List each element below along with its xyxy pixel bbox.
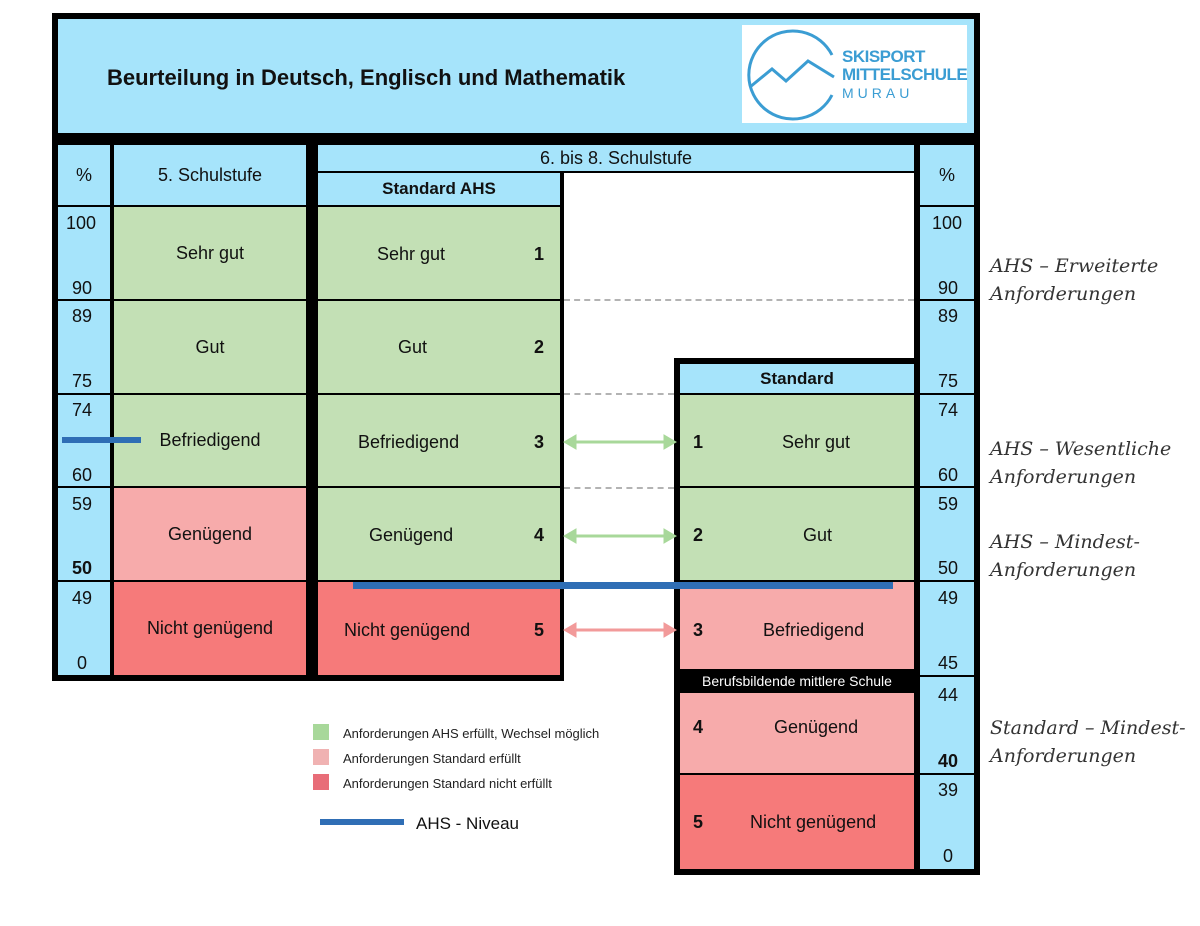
red-arrow-icon bbox=[564, 623, 676, 637]
ahs-label-4: Genügend bbox=[369, 525, 454, 545]
legend-ahs-line bbox=[320, 819, 404, 825]
divider bbox=[920, 393, 974, 395]
left-pct-90: 90 bbox=[72, 278, 93, 298]
ahs-num-3: 3 bbox=[534, 432, 545, 452]
grade5-row-5: Nicht genügend bbox=[114, 582, 306, 675]
divider bbox=[58, 393, 110, 395]
double-arrows bbox=[560, 420, 680, 640]
right-percent-header: % bbox=[938, 164, 955, 185]
divider bbox=[920, 205, 974, 207]
right-pct-59: 59 bbox=[938, 494, 959, 514]
legend-red-text: Anforderungen Standard nicht erfüllt bbox=[343, 776, 552, 791]
ahs-row-2 bbox=[318, 301, 560, 393]
left-pct-49: 49 bbox=[72, 588, 93, 608]
divider bbox=[920, 299, 974, 301]
standard-ahs-header: Standard AHS bbox=[318, 173, 560, 205]
std-label-2: Gut bbox=[803, 525, 833, 545]
legend-swatch-green bbox=[313, 724, 329, 740]
divider bbox=[920, 675, 974, 677]
std-num-2: 2 bbox=[693, 525, 704, 545]
ahs-label-2: Gut bbox=[398, 337, 428, 357]
std-label-3: Befriedigend bbox=[763, 620, 865, 640]
divider bbox=[58, 299, 110, 301]
note-standard-mindest: Standard – Mindest- Anforderungen bbox=[990, 717, 1186, 767]
left-percent-header: % bbox=[75, 164, 92, 185]
legend-pink-text: Anforderungen Standard erfüllt bbox=[343, 751, 521, 766]
right-pct-40: 40 bbox=[938, 751, 959, 771]
legend-ahs-text: AHS - Niveau bbox=[416, 814, 519, 833]
left-pct-60: 60 bbox=[72, 465, 93, 485]
std-label-1: Sehr gut bbox=[782, 432, 851, 452]
divider bbox=[58, 580, 110, 582]
guide-line-90 bbox=[564, 299, 914, 301]
left-pct-100: 100 bbox=[66, 213, 97, 233]
divider bbox=[920, 580, 974, 582]
legend-swatch-pink bbox=[313, 749, 329, 765]
right-pct-49: 49 bbox=[938, 588, 959, 608]
left-pct-50: 50 bbox=[72, 558, 93, 578]
ahs-label-5: Nicht genügend bbox=[344, 620, 471, 640]
left-pct-74: 74 bbox=[72, 400, 93, 420]
std-label-5: Nicht genügend bbox=[750, 812, 877, 832]
logo-line2: MITTELSCHULE bbox=[842, 65, 968, 84]
ahs-num-2: 2 bbox=[534, 337, 545, 357]
grade5-row-3: Befriedigend bbox=[114, 395, 306, 486]
right-pct-75: 75 bbox=[938, 371, 959, 391]
note-ahs-wesentlich: AHS – Wesentliche Anforderungen bbox=[990, 438, 1172, 488]
ahs-label-1: Sehr gut bbox=[377, 244, 446, 264]
logo-line1: SKISPORT bbox=[842, 47, 925, 66]
std-num-4: 4 bbox=[693, 717, 704, 737]
right-pct-39: 39 bbox=[938, 780, 959, 800]
right-pct-60: 60 bbox=[938, 465, 959, 485]
legend-swatch-red bbox=[313, 774, 329, 790]
right-pct-89: 89 bbox=[938, 306, 959, 326]
divider bbox=[58, 486, 110, 488]
grade5-header: 5. Schulstufe bbox=[114, 145, 306, 205]
right-pct-50: 50 bbox=[938, 558, 959, 578]
logo-line3: MURAU bbox=[842, 85, 914, 101]
grades6to8-header: 6. bis 8. Schulstufe bbox=[318, 145, 914, 171]
standard-row-2 bbox=[680, 488, 914, 580]
right-pct-45: 45 bbox=[938, 653, 959, 673]
standard-header: Standard bbox=[680, 364, 914, 393]
ahs-num-1: 1 bbox=[534, 244, 545, 264]
right-pct-74: 74 bbox=[938, 400, 959, 420]
grade5-row-1: Sehr gut bbox=[114, 207, 306, 299]
right-pct-100: 100 bbox=[932, 213, 963, 233]
green-arrow-icon bbox=[564, 529, 676, 543]
ahs-niveau-line-grade5 bbox=[62, 437, 141, 443]
ahs-num-5: 5 bbox=[534, 620, 545, 640]
ahs-label-3: Befriedigend bbox=[358, 432, 460, 452]
green-arrow-icon bbox=[564, 435, 676, 449]
grade5-row-4: Genügend bbox=[114, 488, 306, 580]
std-num-5: 5 bbox=[693, 812, 704, 832]
left-pct-59: 59 bbox=[72, 494, 93, 514]
std-num-1: 1 bbox=[693, 432, 704, 452]
right-pct-44: 44 bbox=[938, 685, 959, 705]
school-logo bbox=[742, 25, 967, 123]
legend-green-text: Anforderungen AHS erfüllt, Wechsel möglich bbox=[343, 726, 600, 741]
left-pct-0: 0 bbox=[77, 653, 88, 673]
guide-line-75 bbox=[564, 393, 674, 395]
divider bbox=[920, 773, 974, 775]
mountain-logo-icon bbox=[742, 25, 842, 123]
bms-header: Berufsbildende mittlere Schule bbox=[680, 669, 914, 693]
left-pct-75: 75 bbox=[72, 371, 93, 391]
right-pct-90: 90 bbox=[938, 278, 959, 298]
ahs-num-4: 4 bbox=[534, 525, 545, 545]
right-pct-0: 0 bbox=[943, 846, 954, 866]
gap-area bbox=[564, 173, 914, 358]
grade5-row-2: Gut bbox=[114, 301, 306, 393]
std-num-3: 3 bbox=[693, 620, 704, 640]
note-ahs-mindest: AHS – Mindest- Anforderungen bbox=[990, 531, 1140, 581]
note-ahs-erweitert: AHS – Erweiterte Anforderungen bbox=[990, 255, 1159, 305]
divider bbox=[920, 486, 974, 488]
left-pct-89: 89 bbox=[72, 306, 93, 326]
ahs-niveau-line-main bbox=[353, 582, 893, 589]
std-label-4: Genügend bbox=[774, 717, 859, 737]
page-title: Beurteilung in Deutsch, Englisch und Mathematik bbox=[107, 65, 626, 90]
divider bbox=[58, 205, 110, 207]
